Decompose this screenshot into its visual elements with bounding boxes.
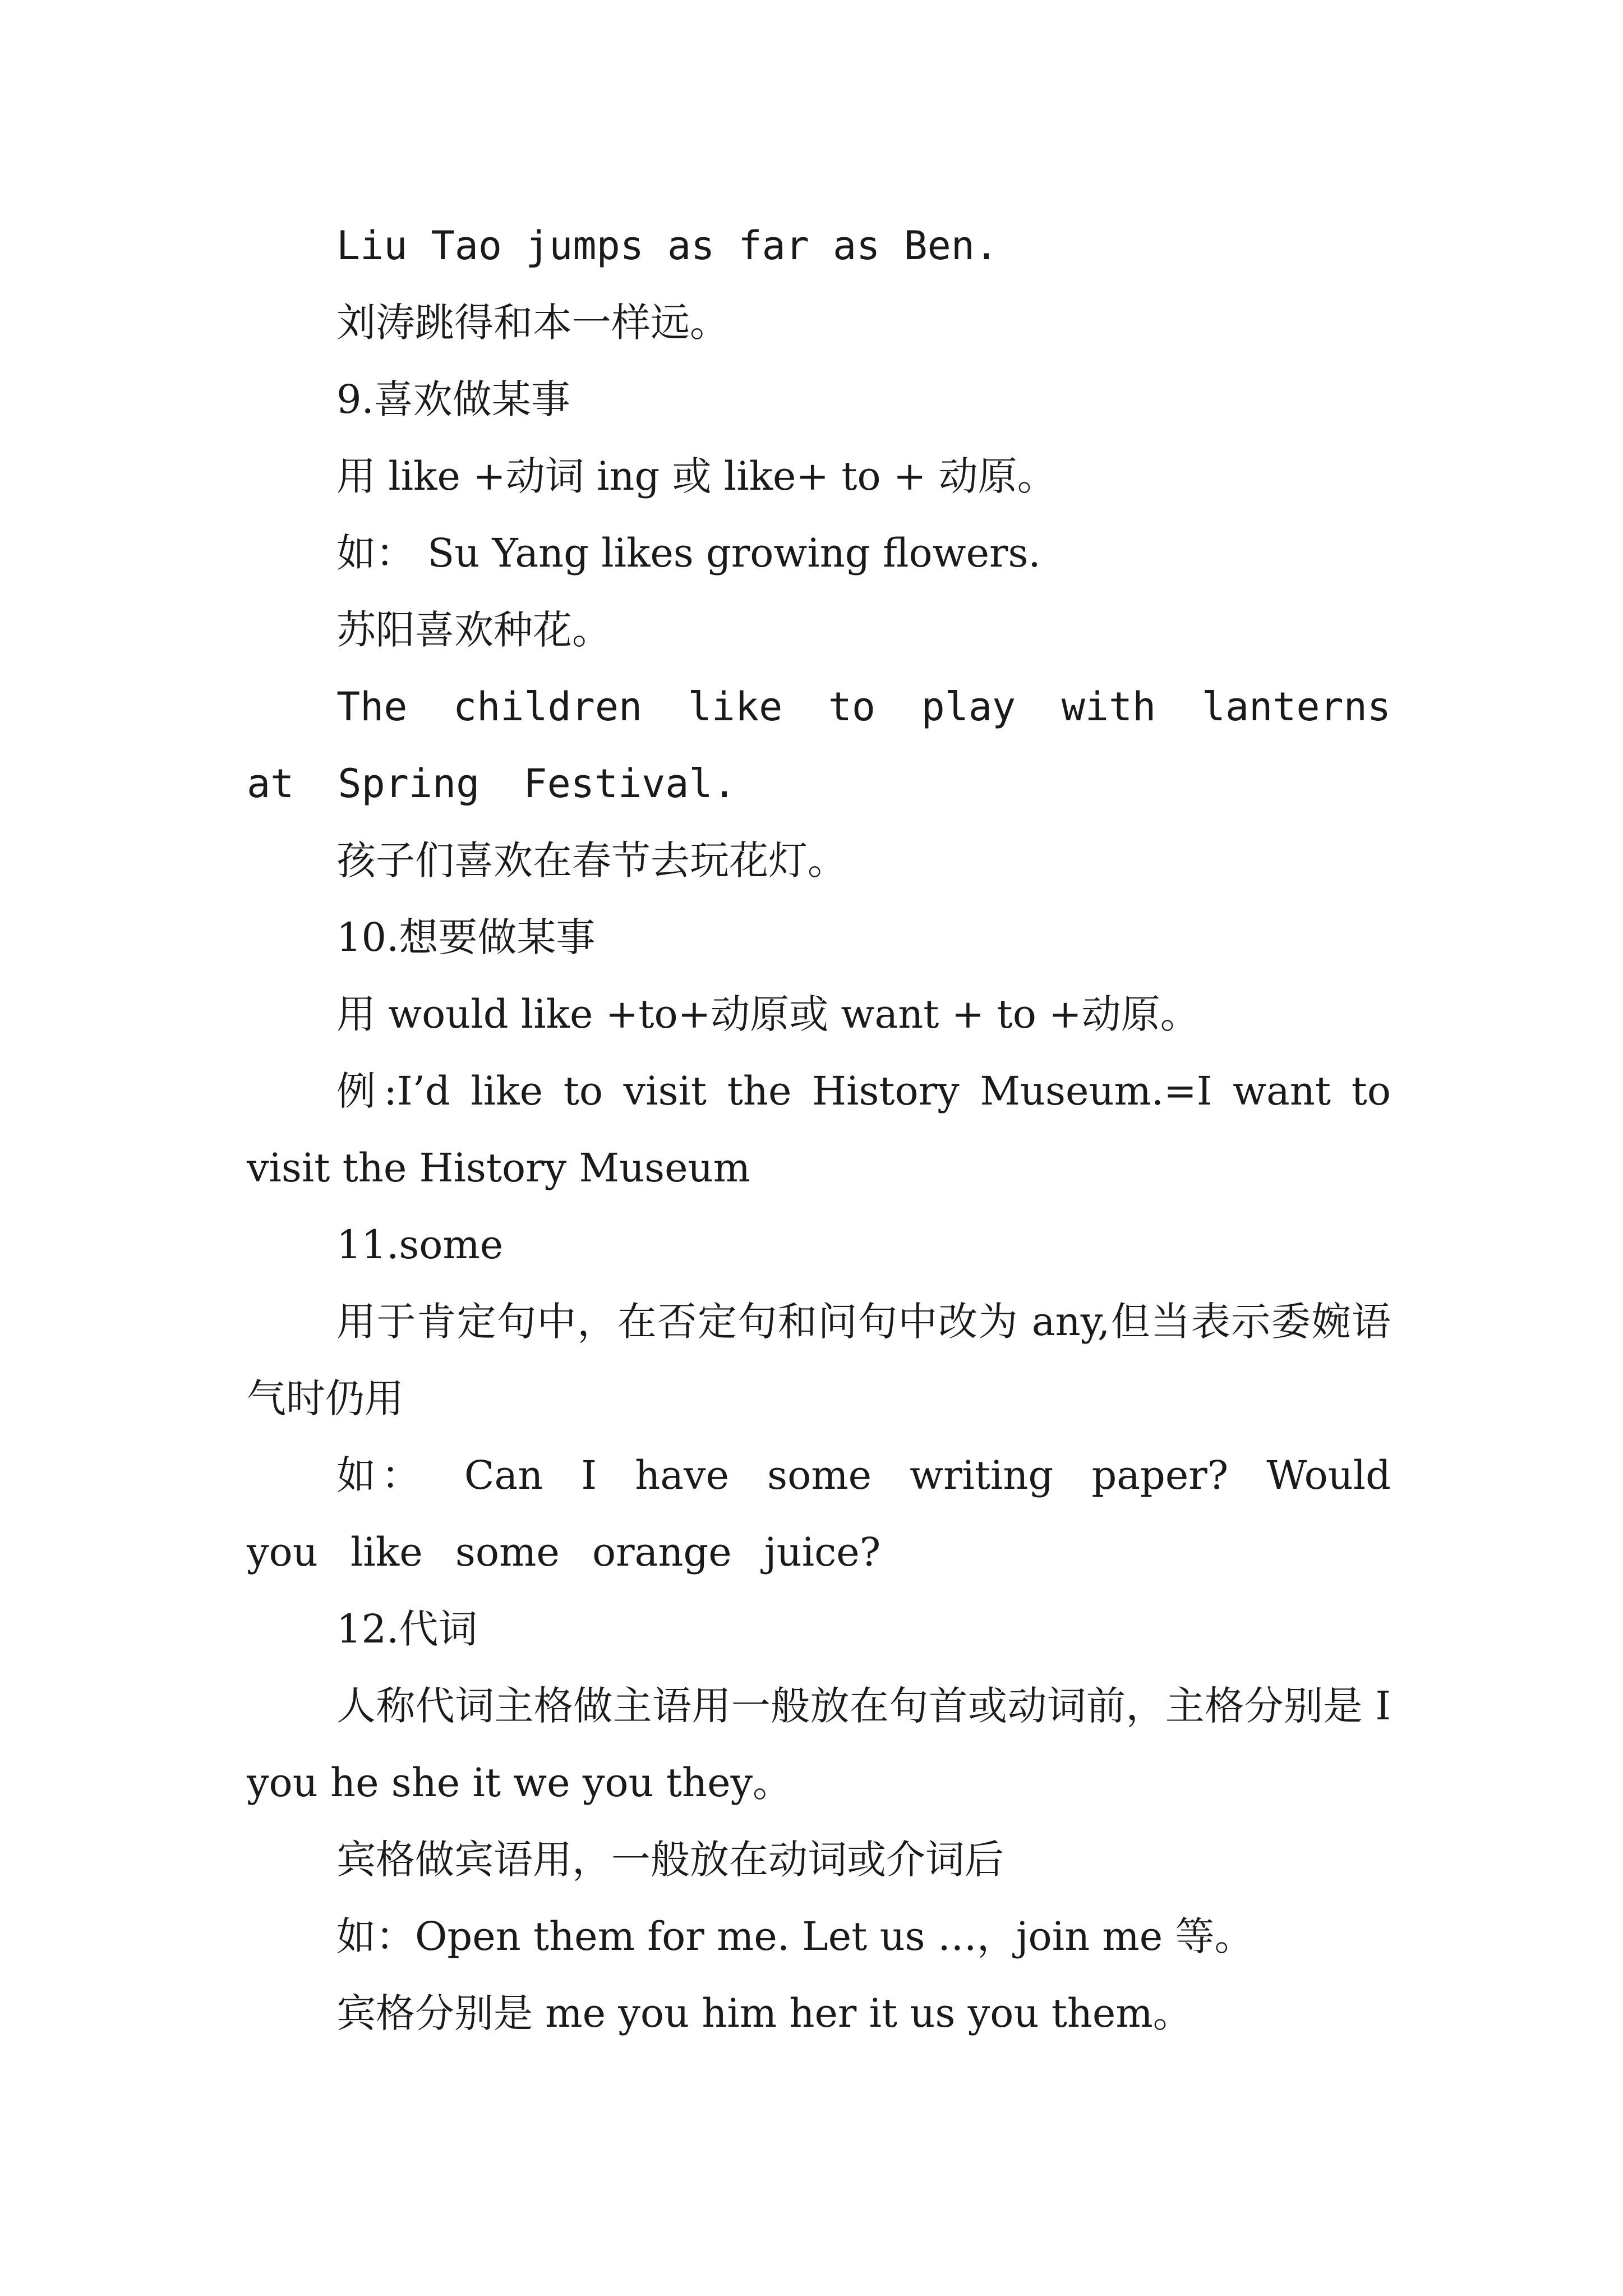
rule-would-like: 用 would like +to+动原或 want + to +动原。 <box>336 991 1200 1037</box>
translation-children-lanterns: 孩子们喜欢在春节去玩花灯。 <box>336 838 847 884</box>
translation-liu-tao: 刘涛跳得和本一样远。 <box>336 300 729 346</box>
list-object-pronouns: 宾格分别是 me you him her it us you them。 <box>336 1990 1192 2036</box>
section-heading-10: 10.想要做某事 <box>336 914 596 960</box>
example-children-lanterns: The children like to play with lanterns at Spring Festival. <box>247 684 1391 807</box>
example-object-pronouns: 如：Open them for me. Let us …，join me 等。 <box>336 1913 1254 1959</box>
rule-object-pronouns: 宾格做宾语用，一般放在动词或介词后 <box>336 1837 1004 1883</box>
section-heading-12: 12.代词 <box>336 1606 478 1652</box>
example-history-museum: 例:I’d like to visit the History Museum.=I want to visit the History Museum <box>247 1068 1391 1191</box>
rule-some: 用于肯定句中，在否定句和问句中改为 any,但当表示委婉语气时仍用 <box>247 1299 1391 1421</box>
translation-su-yang: 苏阳喜欢种花。 <box>336 607 611 653</box>
document-body <box>247 208 1391 2052</box>
section-heading-11: 11.some <box>336 1222 504 1268</box>
example-sentence-liu-tao: Liu Tao jumps as far as Ben. <box>336 223 999 269</box>
rule-like-doing: 用 like +动词 ing 或 like+ to + 动原。 <box>336 453 1057 499</box>
example-su-yang: 如： Su Yang likes growing flowers. <box>336 530 1041 576</box>
rule-subject-pronouns: 人称代词主格做主语用一般放在句首或动词前，主格分别是 I you he she it we you they。 <box>247 1683 1391 1806</box>
example-some: 如： Can I have some writing paper? Would you like some orange juice? <box>247 1452 1391 1575</box>
section-heading-9: 9.喜欢做某事 <box>336 376 570 422</box>
